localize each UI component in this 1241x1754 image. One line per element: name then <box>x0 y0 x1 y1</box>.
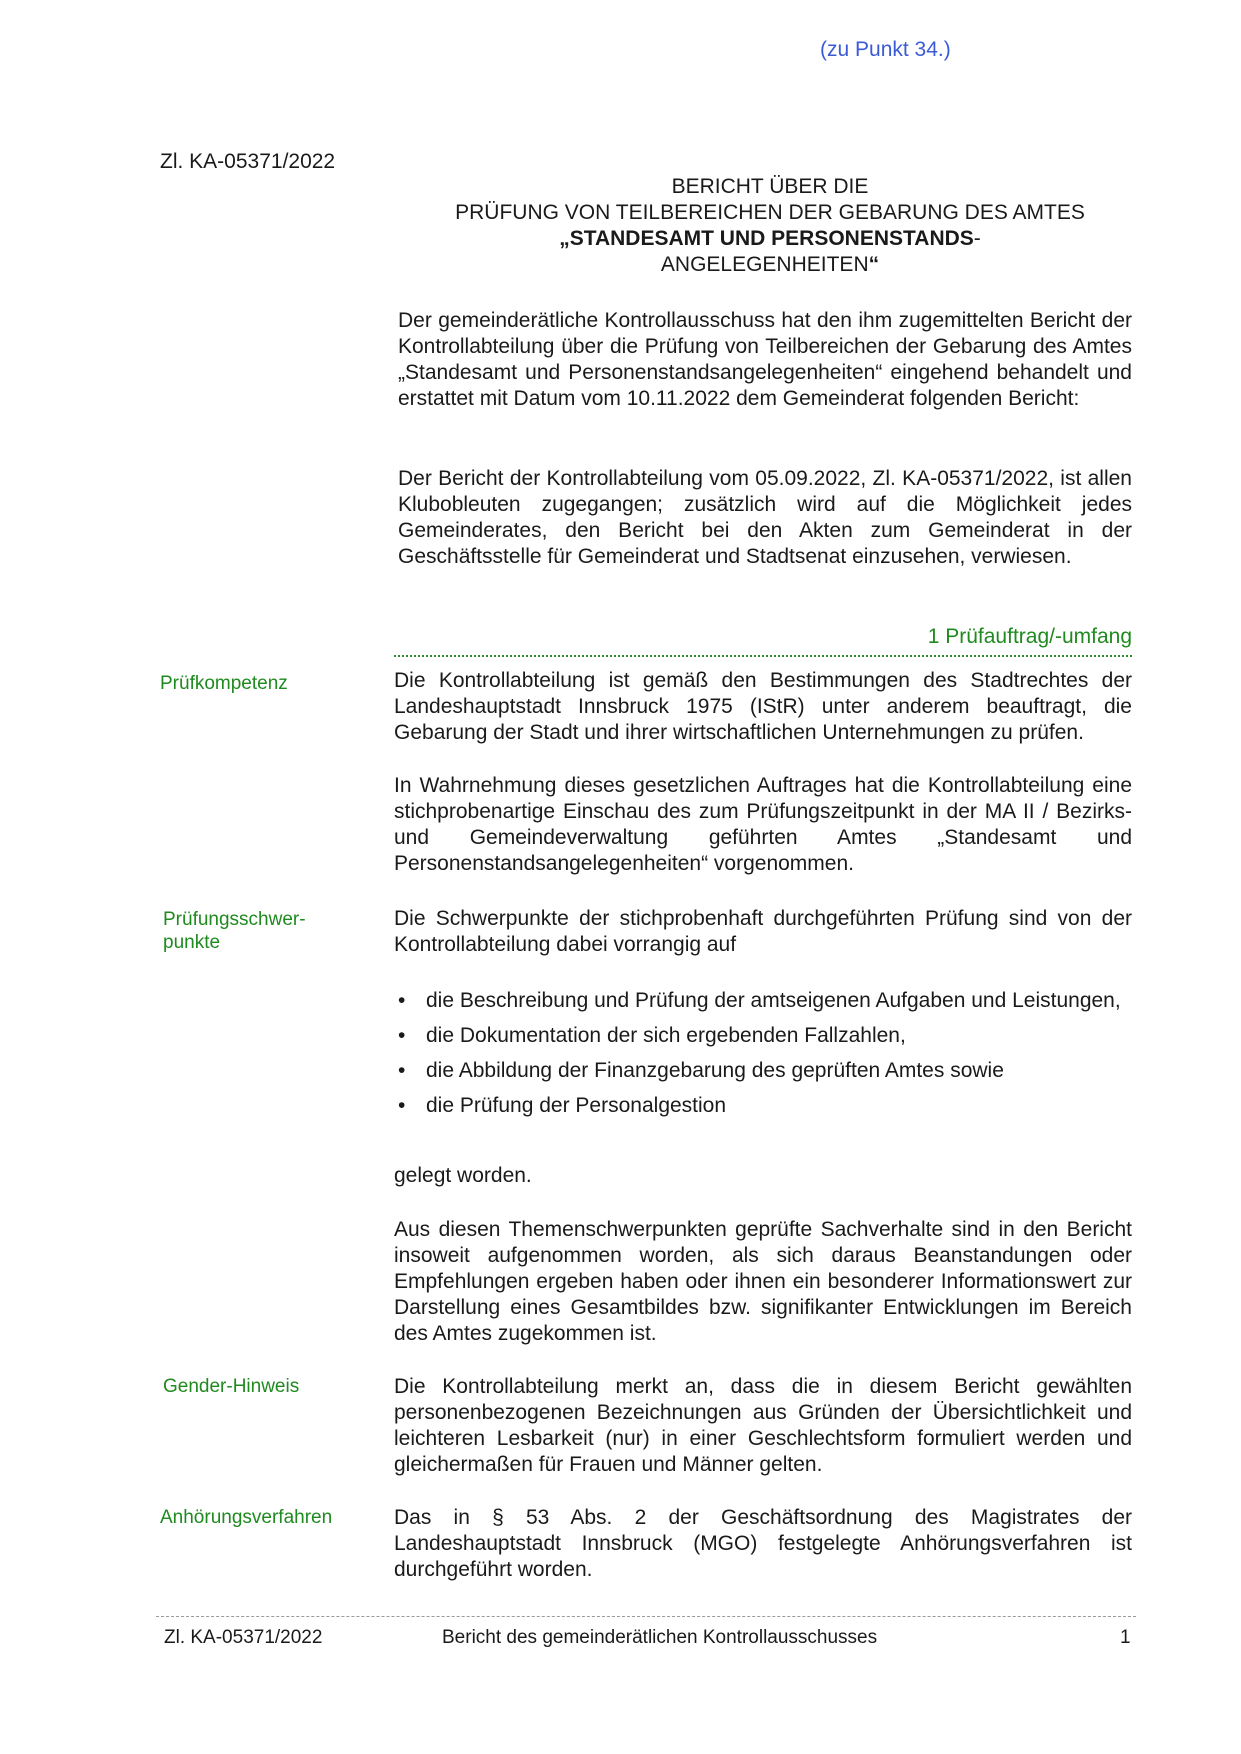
list-item-text: die Dokumentation der sich ergebenden Fallzahlen, <box>426 1024 906 1047</box>
title-line-3-hyphen: - <box>973 227 981 250</box>
list-item <box>394 1058 1132 1084</box>
reference-number: Zl. KA-05371/2022 <box>160 150 336 173</box>
title-line-4-quote: “ <box>868 253 880 276</box>
title-line-4-text: ANGELEGENHEITEN <box>660 253 869 276</box>
bullet-icon: • <box>398 1094 406 1117</box>
list-item <box>394 988 1132 1014</box>
title-line-4 <box>400 252 1140 278</box>
margin-label-schwerpunkte-line2: punkte <box>163 932 221 953</box>
paragraph-anhoerung: Das in § 53 Abs. 2 der Geschäftsordnung des Magistrates der Landeshauptstadt Innsbruck (MGO) festgelegte Anhörungsverfahren ist durchgeführt worden. <box>394 1506 1132 1581</box>
intro-paragraph: Der gemeinderätliche Kontrollausschuss hat den ihm zugemittelten Bericht der Kontrollabteilung über die Prüfung von Teilbereichen der Gebarung des Amtes „Standesamt und Personenstandsangelegenheiten“ eingehend behandelt und erstattet mit Datum vom 10.11.2022 dem Gemeinderat folgenden Bericht: <box>398 309 1132 410</box>
bullet-icon: • <box>398 1024 406 1047</box>
footer-divider <box>156 1616 1136 1617</box>
footer-reference: Zl. KA-05371/2022 <box>164 1627 323 1648</box>
list-item <box>394 1093 1132 1119</box>
paragraph-gender: Die Kontrollabteilung merkt an, dass die in diesem Bericht gewählten personenbezogenen Bezeichnungen aus Gründen der Übersichtlichkeit und leichteren Lesbarkeit (nur) in einer Geschlechtsform formuliert werden und gleichermaßen für Frauen und Männer gelten. <box>394 1375 1132 1476</box>
title-line-2: PRÜFUNG VON TEILBEREICHEN DER GEBARUNG DES AMTES <box>455 201 1085 224</box>
title-line-3 <box>400 226 1140 252</box>
margin-label-schwerpunkte <box>163 908 368 954</box>
distribution-paragraph: Der Bericht der Kontrollabteilung vom 05.09.2022, Zl. KA-05371/2022, ist allen Klubobleuten zugegangen; zusätzlich wird auf die Möglichkeit jedes Gemeinderates, den Bericht bei den Akten zum Gemeinderat in der Geschäftsstelle für Gemeinderat und Stadtsenat einzusehen, verwiesen. <box>398 467 1132 568</box>
list-item-text: die Abbildung der Finanzgebarung des geprüften Amtes sowie <box>426 1059 1004 1082</box>
paragraph-wahrnehmung: In Wahrnehmung dieses gesetzlichen Auftrages hat die Kontrollabteilung eine stichprobenartige Einschau des zum Prüfungszeitpunkt in der MA II / Bezirks- und Gemeindeverwaltung geführten Amtes „Standesamt und Personenstandsangelegenheiten“ vorgenommen. <box>394 774 1132 875</box>
margin-label-gender: Gender-Hinweis <box>163 1376 300 1397</box>
paragraph-pruefkompetenz: Die Kontrollabteilung ist gemäß den Bestimmungen des Stadtrechtes der Landeshauptstadt Innsbruck 1975 (IStR) unter anderem beauftragt, die Gebarung der Stadt und ihrer wirtschaftlichen Unternehmungen zu prüfen. <box>394 669 1132 744</box>
title-line-3-bold: „STANDESAMT UND PERSONENSTANDS <box>559 227 974 250</box>
margin-label-schwerpunkte-line1: Prüfungsschwer- <box>163 909 306 930</box>
section-heading: 1 Prüfauftrag/-umfang <box>394 625 1132 657</box>
margin-label-pruefkompetenz: Prüfkompetenz <box>160 673 288 694</box>
page-number: 1 <box>1120 1627 1131 1648</box>
report-title <box>400 174 1140 278</box>
paragraph-themen: Aus diesen Themenschwerpunkten geprüfte Sachverhalte sind in den Bericht insoweit aufgenommen worden, als sich daraus Beanstandungen oder Empfehlungen ergeben haben oder ihnen ein besonderer Informationswert zur Darstellung eines Gesamtbildes bzw. signifikanter Entwicklungen im Bereich des Amtes zugekommen ist. <box>394 1218 1132 1345</box>
title-line-1: BERICHT ÜBER DIE <box>671 175 869 198</box>
paragraph-gelegt: gelegt worden. <box>394 1164 532 1187</box>
list-item <box>394 1023 1132 1049</box>
list-item-text: die Beschreibung und Prüfung der amtseigenen Aufgaben und Leistungen, <box>426 989 1121 1012</box>
paragraph-schwerpunkte: Die Schwerpunkte der stichprobenhaft durchgeführten Prüfung sind von der Kontrollabteilung dabei vorrangig auf <box>394 907 1132 956</box>
bullet-icon: • <box>398 1059 406 1082</box>
list-item-text: die Prüfung der Personalgestion <box>426 1094 727 1117</box>
agenda-item-note: (zu Punkt 34.) <box>820 38 951 61</box>
bullet-icon: • <box>398 989 406 1012</box>
footer-title: Bericht des gemeinderätlichen Kontrollausschusses <box>442 1627 878 1648</box>
focus-list <box>394 988 1132 1128</box>
margin-label-anhoerung: Anhörungsverfahren <box>160 1507 333 1528</box>
